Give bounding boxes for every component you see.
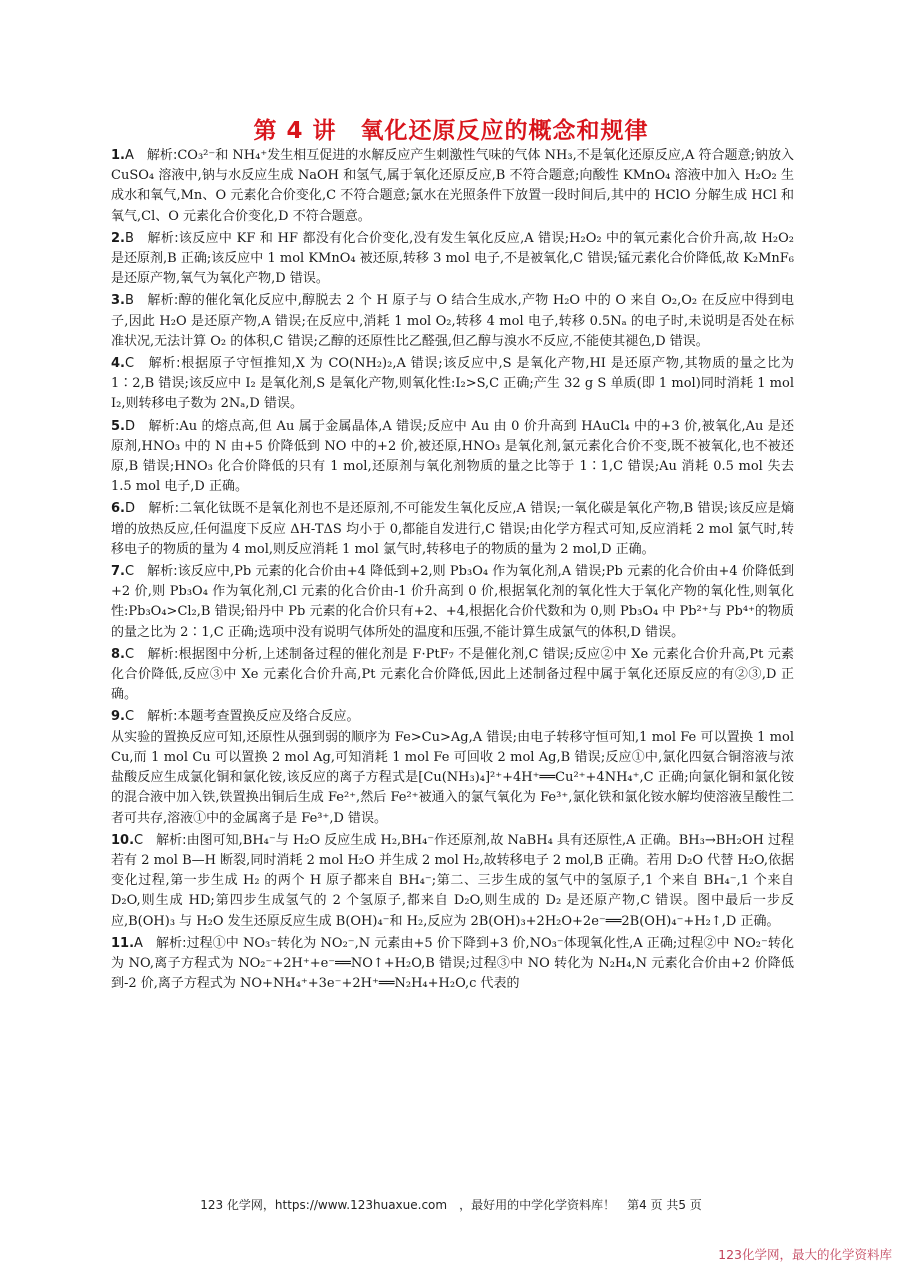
answer-paragraph xyxy=(111,934,794,995)
analysis-label: 解析: xyxy=(134,646,179,662)
answer-item xyxy=(111,499,794,560)
analysis-label: 解析: xyxy=(142,935,187,951)
answer-item xyxy=(111,645,794,706)
question-number: 9. xyxy=(111,709,125,725)
analysis-text: 从实验的置换反应可知,还原性从强到弱的顺序为 Fe>Cu>Ag,A 错误;由电子转移守恒可知,1 mol Fe 可以置换 1 mol Cu,而 1 mol Cu 可以置换 2 mol Ag,可知消耗 1 mol Fe 可回收 2 mol Ag,B 错误;反应①中,氯化四氨合铜溶液与浓盐酸反应生成氯化铜和氯化铵,该反应的离子方程式是[Cu(NH₃)₄]²⁺+4H⁺══Cu²⁺+4NH₄⁺,C 正确;向氯化铜和氯化铵的混合液中加入铁,铁置换出铜后生成 Fe²⁺,然后 Fe²⁺被通入的氯气氧化为 Fe³⁺,氯化铁和氯化铵水解均使溶液呈酸性二者可共存,溶液①中的金属离子是 Fe³⁺,D 错误。 xyxy=(111,729,794,826)
analysis-label: 解析: xyxy=(135,418,180,434)
answer-paragraph xyxy=(111,291,794,352)
answer-paragraph xyxy=(111,417,794,498)
analysis-text: 过程①中 NO₃⁻转化为 NO₂⁻,N 元素由+5 价下降到+3 价,NO₃⁻体现氧化性,A 正确;过程②中 NO₂⁻转化为 NO,离子方程式为 NO₂⁻+2H⁺+e⁻══NO↑+H₂O,B 错误;过程③中 NO 转化为 N₂H₄,N 元素化合价由+2 价降低到-2 价,离子方程式为 NO+NH₄⁺+3e⁻+2H⁺══N₂H₄+H₂O,c 代表的 xyxy=(111,935,794,992)
answer-paragraph xyxy=(111,499,794,560)
answer-choice: C xyxy=(124,356,135,372)
analysis-label: 解析: xyxy=(133,148,178,163)
answer-paragraph xyxy=(111,707,794,727)
answer-choice: C xyxy=(124,709,135,725)
analysis-label: 解析: xyxy=(133,230,179,246)
analysis-label: 解析: xyxy=(134,356,181,372)
answer-item xyxy=(111,229,794,290)
answer-choice: D xyxy=(124,418,135,434)
answer-paragraph xyxy=(111,831,794,932)
answer-item xyxy=(111,707,794,828)
answer-paragraph xyxy=(111,562,794,643)
answer-choice: C xyxy=(124,646,135,662)
question-number: 2. xyxy=(111,230,125,246)
answer-choice: C xyxy=(134,832,144,848)
answer-choice: A xyxy=(134,935,143,951)
analysis-text: 本题考查置换反应及络合反应。 xyxy=(177,709,360,725)
page-footer: 123 化学网，https://www.123huaxue.com ，最好用的中学化学资料库！ 第4 页 共5 页 xyxy=(200,1198,702,1212)
answer-list xyxy=(111,146,794,996)
analysis-label: 解析: xyxy=(134,709,178,725)
answer-item xyxy=(111,354,794,415)
page-title: 第 4 讲 氧化还原反应的概念和规律 xyxy=(253,118,649,144)
answer-item xyxy=(111,562,794,643)
answer-paragraph xyxy=(111,645,794,706)
answer-paragraph xyxy=(111,229,794,290)
analysis-text: 该反应中 KF 和 HF 都没有化合价变化,没有发生氧化反应,A 错误;H₂O₂ 中的氧元素化合价升高,故 H₂O₂ 是还原剂,B 正确;该反应中 1 mol KMnO₄ 被还原,转移 3 mol 电子,不是被氧化,C 错误;锰元素化合价降低,故 K₂MnF₆ 是还原产物,氧气为氧化产物,D 错误。 xyxy=(111,230,794,287)
answer-paragraph xyxy=(111,354,794,415)
question-number: 10. xyxy=(111,832,135,848)
question-number: 3. xyxy=(111,293,125,309)
answer-item xyxy=(111,146,794,227)
answer-choice: D xyxy=(124,501,135,517)
answer-paragraph xyxy=(111,728,794,829)
watermark-brand: 123化学网，最大的化学资料库 xyxy=(718,1247,892,1262)
analysis-label: 解析: xyxy=(135,501,180,517)
analysis-text: 二氧化钛既不是氧化剂也不是还原剂,不可能发生氧化反应,A 错误;一氧化碳是氧化产物,B 错误;该反应是熵增的放热反应,任何温度下反应 ΔH-TΔS 均小于 0,都能自发进行,C 错误;由化学方程式可知,反应消耗 2 mol 氯气时,转移电子的物质的量为 4 mol,则反应消耗 1 mol 氯气时,转移电子的物质的量为 2 mol,D 正确。 xyxy=(111,501,794,557)
answer-item xyxy=(111,831,794,932)
analysis-text: Au 的熔点高,但 Au 属于金属晶体,A 错误;反应中 Au 由 0 价升高到 HAuCl₄ 中的+3 价,被氧化,Au 是还原剂,HNO₃ 中的 N 由+5 价降低到 NO 中的+2 价,被还原,HNO₃ 是氧化剂,氯元素化合价不变,既不被氧化,也不被还原,B 错误;HNO₃ 化合价降低的只有 1 mol,还原剂与氧化剂物质的量之比等于 1∶1,C 错误;Au 消耗 0.5 mol 失去 1.5 mol 电子,D 正确。 xyxy=(111,418,794,495)
analysis-text: CO₃²⁻和 NH₄⁺发生相互促进的水解反应产生刺激性气味的气体 NH₃,不是氧化还原反应,A 符合题意;钠放入 CuSO₄ 溶液中,钠与水反应生成 NaOH 和氢气,属于氧化还原反应,B 不符合题意;向酸性 KMnO₄ 溶液中加入 H₂O₂ 生成水和氧气,Mn、O 元素化合价变化,C 不符合题意;氯水在光照条件下放置一段时间后,其中的 HClO 分解生成 HCl 和氧气,Cl、O 元素化合价变化,D 不符合题意。 xyxy=(111,148,795,224)
answer-item xyxy=(111,291,794,352)
answer-choice: C xyxy=(124,564,135,580)
analysis-text: 该反应中,Pb 元素的化合价由+4 降低到+2,则 Pb₃O₄ 作为氧化剂,A 错误;Pb 元素的化合价由+4 价降低到+2 价,则 Pb₃O₄ 作为氧化剂,Cl 元素的化合价由-1 价升高到 0 价,根据氧化剂的氧化性大于氧化产物的氧化性,则氧化性:Pb₃O₄>Cl₂,B 错误;铅丹中 Pb 元素的化合价只有+2、+4,根据化合价代数和为 0,则 Pb₃O₄ 中 Pb²⁺与 Pb⁴⁺的物质的量之比为 2∶1,C 正确;选项中没有说明气体所处的温度和压强,不能计算生成氯气的体积,D 错误。 xyxy=(111,564,794,640)
question-number: 8. xyxy=(111,646,125,662)
answer-choice: B xyxy=(124,293,134,309)
analysis-text: 根据原子守恒推知,X 为 CO(NH₂)₂,A 错误;该反应中,S 是氧化产物,HI 是还原产物,其物质的量之比为 1∶2,B 错误;该反应中 I₂ 是氧化剂,S 是氧化产物,则氧化性:I₂>S,C 正确;产生 32 g S 单质(即 1 mol)同时消耗 1 mol I₂,则转移电子数为 2Nₐ,D 错误。 xyxy=(111,356,794,412)
question-number: 1. xyxy=(111,148,125,163)
question-number: 6. xyxy=(111,501,125,517)
answer-item xyxy=(111,417,794,498)
question-number: 11. xyxy=(111,935,135,951)
analysis-text: 根据图中分析,上述制备过程的催化剂是 F·PtF₇ 不是催化剂,C 错误;反应②中 Xe 元素化合价升高,Pt 元素化合价降低,反应③中 Xe 元素化合价升高,Pt 元素化合价降低,因此上述制备过程中属于氧化还原反应的有②③,D 正确。 xyxy=(111,646,794,703)
analysis-label: 解析: xyxy=(134,564,178,580)
answer-choice: A xyxy=(124,148,134,163)
analysis-label: 解析: xyxy=(143,832,187,848)
analysis-text: 醇的催化氧化反应中,醇脱去 2 个 H 原子与 O 结合生成水,产物 H₂O 中的 O 来自 O₂,O₂ 在反应中得到电子,因此 H₂O 是还原产物,A 错误;在反应中,消耗 1 mol O₂,转移 4 mol 电子,转移 0.5Nₐ 的电子时,未说明是否处在标准状况,无法计算 O₂ 的体积,C 错误;乙醇的还原性比乙醛强,但乙醇与溴水不反应,不能使其褪色,D 错误。 xyxy=(111,293,794,349)
question-number: 5. xyxy=(111,418,125,434)
question-number: 7. xyxy=(111,564,125,580)
question-number: 4. xyxy=(111,356,125,372)
answer-paragraph xyxy=(111,146,794,227)
answer-item xyxy=(111,934,794,995)
analysis-text: 由图可知,BH₄⁻与 H₂O 反应生成 H₂,BH₄⁻作还原剂,故 NaBH₄ 具有还原性,A 正确。BH₃→BH₂OH 过程若有 2 mol B—H 断裂,同时消耗 2 mol H₂O 并生成 2 mol H₂,故转移电子 2 mol,B 正确。若用 D₂O 代替 H₂O,依据变化过程,第一步生成 H₂ 的两个 H 原子都来自 BH₄⁻;第二、三步生成的氢气中的氢原子,1 个来自 BH₄⁻,1 个来自 D₂O,则生成 HD;第四步生成氢气的 2 个氢原子,都来自 D₂O,则生成的 D₂ 是还原产物,C 错误。图中最后一步反应,B(OH)₃ 与 H₂O 发生还原反应生成 B(OH)₄⁻和 H₂,反应为 2B(OH)₃+2H₂O+2e⁻══2B(OH)₄⁻+H₂↑,D 正确。 xyxy=(111,832,794,929)
answer-choice: B xyxy=(124,230,134,246)
analysis-label: 解析: xyxy=(133,293,179,309)
